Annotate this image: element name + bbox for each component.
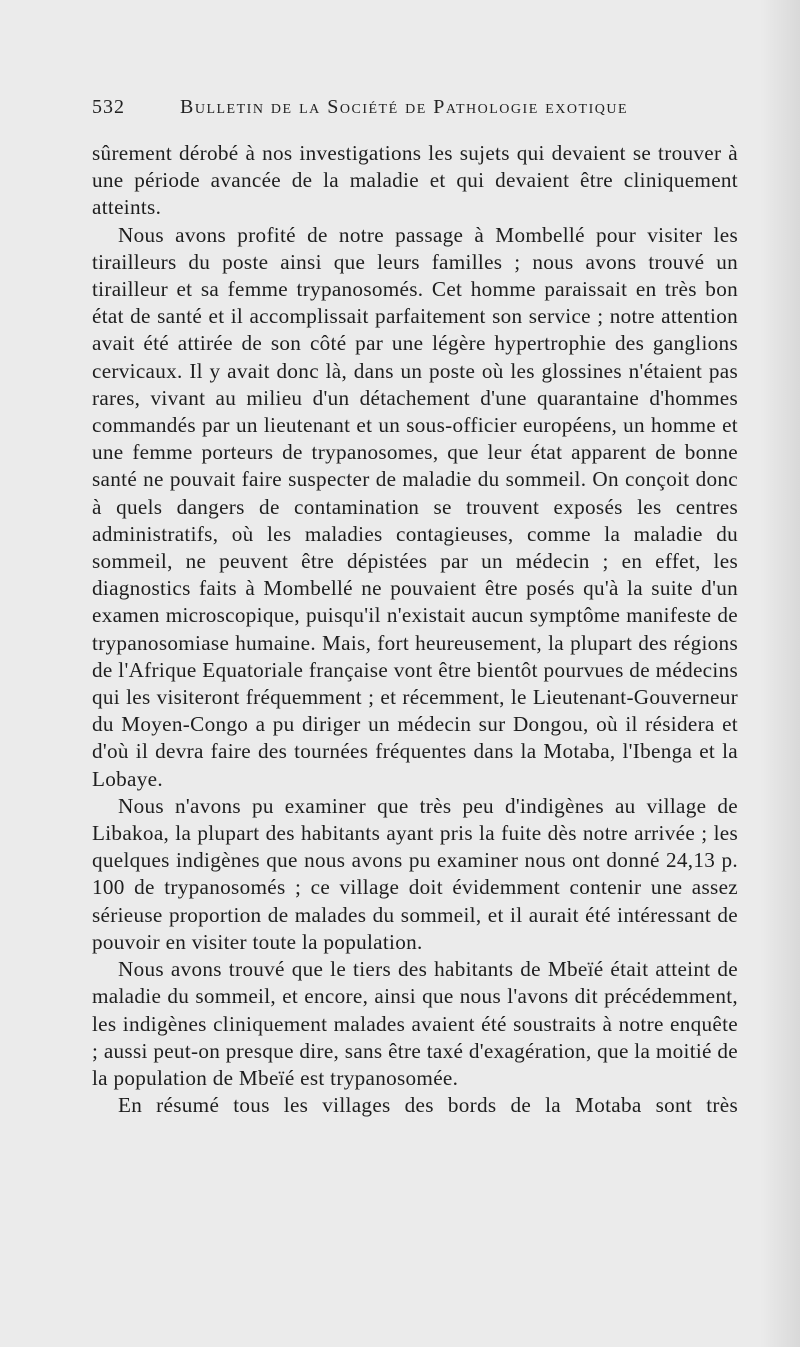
paragraph: En résumé tous les villages des bords de la Motaba sont très	[118, 1093, 738, 1118]
paragraph: Nous avons profité de notre passage à Mombellé pour visiter les tirailleurs du poste ainsi que leurs familles ; nous avons trouvé un tirailleur et sa femme trypanosomés. Cet homme paraissait en très bon état de santé et il accomplissait parfaitement son service ; notre attention avait été attirée de son côté par une légère hypertrophie des ganglions cervicaux. Il y avait donc là, dans un poste où les glossines n'étaient pas rares, vivant au milieu d'un détachement d'une quarantaine d'hommes commandés par un lieutenant et un sous-officier européens, un homme et une femme porteurs de trypanosomes, que leur état apparent de bonne santé ne pouvait faire suspecter de maladie du sommeil. On conçoit donc à quels dangers de contamination se trouvent exposés les centres administratifs, où les maladies contagieuses, comme la maladie du sommeil, ne peuvent être dépistées par un médecin ; en effet, les diagnostics faits à Mombellé ne pouvaient être posés qu'à la suite d'un examen microscopique, puisqu'il n'existait aucun symptôme manifeste de trypanosomiase humaine. Mais, fort heureusement, la plupart des régions de l'Afrique Equatoriale française vont être bientôt pourvues de médecins qui les visiteront fréquemment ; et récemment, le Lieutenant-Gouverneur du Moyen-Congo a pu diriger un médecin sur Dongou, où il résidera et d'où il devra faire des tournées fréquentes dans la Motaba, l'Ibenga et la Lobaye.	[92, 222, 738, 791]
paragraph: Nous avons trouvé que le tiers des habitants de Mbeïé était atteint de maladie du sommeil, et encore, ainsi que nous l'avons dit précédemment, les indigènes cliniquement malades avaient été soustraits à notre enquête ; aussi peut-on presque dire, sans être taxé d'exagération, que la moitié de la population de Mbeïé est trypanosomée.	[92, 957, 738, 1090]
paragraph: sûrement dérobé à nos investigations les sujets qui devaient se trouver à une période avancée de la maladie et qui devaient être cliniquement atteints.	[92, 141, 738, 220]
page-number: 532	[92, 96, 125, 118]
page-header	[92, 96, 652, 124]
paragraph: Nous n'avons pu examiner que très peu d'indigènes au village de Libakoa, la plupart des habitants ayant pris la fuite dès notre arrivée ; les quelques indigènes que nous avons pu examiner nous ont donné 24,13 p. 100 de trypanosomés ; ce village doit évidemment contenir une assez sérieuse proportion de malades du sommeil, et il aurait été intéressant de pouvoir en visiter toute la population.	[92, 793, 738, 954]
body-text	[92, 140, 738, 1119]
running-head: Bulletin de la Société de Pathologie exotique	[180, 96, 629, 118]
